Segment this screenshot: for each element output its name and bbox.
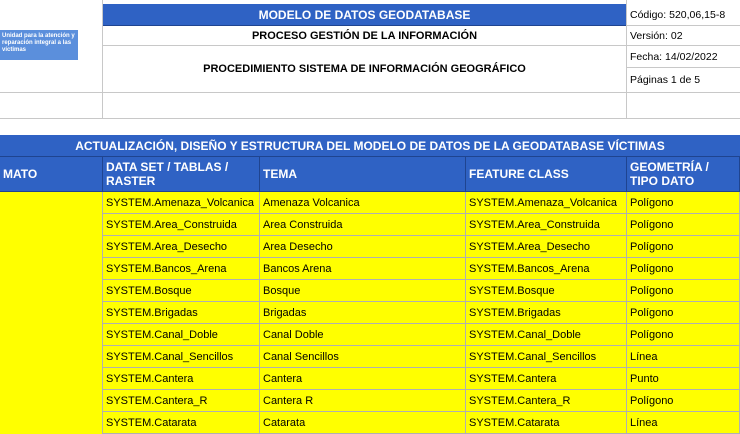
pages-label: Páginas 1 de 5: [630, 74, 701, 86]
table-row: [0, 258, 740, 280]
cell-feature[interactable]: SYSTEM.Amenaza_Volcanica: [466, 192, 627, 214]
cell-dataset[interactable]: SYSTEM.Cantera_R: [103, 390, 260, 412]
cell-dataset[interactable]: SYSTEM.Amenaza_Volcanica: [103, 192, 260, 214]
cell-geometry[interactable]: Línea: [627, 412, 740, 434]
col-header-tema: TEMA: [260, 157, 466, 192]
cell-feature[interactable]: SYSTEM.Bancos_Arena: [466, 258, 627, 280]
divider: [0, 92, 740, 93]
section-title: ACTUALIZACIÓN, DISEÑO Y ESTRUCTURA DEL MODELO DE DATOS DE LA GEODATABASE VÍCTIMAS: [0, 135, 740, 157]
cell-geometry[interactable]: Polígono: [627, 280, 740, 302]
cell-geometry[interactable]: Polígono: [627, 214, 740, 236]
table-row: [0, 390, 740, 412]
table-row: [0, 192, 740, 214]
version-label: Versión: 02: [627, 26, 740, 46]
cell-feature[interactable]: SYSTEM.Canal_Doble: [466, 324, 627, 346]
cell-tema[interactable]: Bancos Arena: [260, 258, 466, 280]
doc-title: MODELO DE DATOS GEODATABASE: [103, 4, 626, 26]
cell-geometry[interactable]: Polígono: [627, 236, 740, 258]
cell-dataset[interactable]: SYSTEM.Area_Desecho: [103, 236, 260, 258]
cell-feature[interactable]: SYSTEM.Brigadas: [466, 302, 627, 324]
cell-feature[interactable]: SYSTEM.Catarata: [466, 412, 627, 434]
cell-tema[interactable]: Catarata: [260, 412, 466, 434]
cell-dataset[interactable]: SYSTEM.Bosque: [103, 280, 260, 302]
cell-geometry[interactable]: Polígono: [627, 192, 740, 214]
cell-tema[interactable]: Canal Doble: [260, 324, 466, 346]
table-row: [0, 346, 740, 368]
cell-geometry[interactable]: Polígono: [627, 390, 740, 412]
cell-tema[interactable]: Area Construida: [260, 214, 466, 236]
cell-dataset[interactable]: SYSTEM.Canal_Sencillos: [103, 346, 260, 368]
cell-tema[interactable]: Cantera: [260, 368, 466, 390]
col-header-dataset: DATA SET / TABLAS / RASTER: [103, 157, 260, 192]
cell-dataset[interactable]: SYSTEM.Catarata: [103, 412, 260, 434]
cell-tema[interactable]: Area Desecho: [260, 236, 466, 258]
col-header-format: MATO: [0, 157, 103, 192]
cell-tema[interactable]: Amenaza Volcanica: [260, 192, 466, 214]
table-row: [0, 214, 740, 236]
cell-geometry[interactable]: Polígono: [627, 324, 740, 346]
process-title: PROCESO GESTIÓN DE LA INFORMACIÓN: [103, 26, 626, 46]
procedure-title: PROCEDIMIENTO SISTEMA DE INFORMACIÓN GEOGRÁFICO: [203, 63, 526, 75]
organization-logo: [0, 30, 78, 60]
cell-geometry[interactable]: Polígono: [627, 258, 740, 280]
cell-feature[interactable]: SYSTEM.Canal_Sencillos: [466, 346, 627, 368]
table-row: [0, 236, 740, 258]
cell-feature[interactable]: SYSTEM.Area_Desecho: [466, 236, 627, 258]
cell-feature[interactable]: SYSTEM.Cantera: [466, 368, 627, 390]
table-row: [0, 324, 740, 346]
cell-feature[interactable]: SYSTEM.Bosque: [466, 280, 627, 302]
cell-feature[interactable]: SYSTEM.Area_Construida: [466, 214, 627, 236]
col-header-feature-class: FEATURE CLASS: [466, 157, 627, 192]
cell-dataset[interactable]: SYSTEM.Cantera: [103, 368, 260, 390]
cell-dataset[interactable]: SYSTEM.Canal_Doble: [103, 324, 260, 346]
cell-dataset[interactable]: SYSTEM.Bancos_Arena: [103, 258, 260, 280]
code-label: Código: 520,06,15-8: [627, 4, 740, 26]
col-header-geometry: GEOMETRÍA / TIPO DATO: [627, 157, 740, 192]
cell-dataset[interactable]: SYSTEM.Brigadas: [103, 302, 260, 324]
cell-dataset[interactable]: SYSTEM.Area_Construida: [103, 214, 260, 236]
cell-tema[interactable]: Cantera R: [260, 390, 466, 412]
table-row: [0, 412, 740, 434]
cell-tema[interactable]: Canal Sencillos: [260, 346, 466, 368]
table-row: [0, 368, 740, 390]
table-row: [0, 302, 740, 324]
cell-geometry[interactable]: Polígono: [627, 302, 740, 324]
divider: [0, 118, 740, 119]
cell-geometry[interactable]: Punto: [627, 368, 740, 390]
cell-feature[interactable]: SYSTEM.Cantera_R: [466, 390, 627, 412]
cell-geometry[interactable]: Línea: [627, 346, 740, 368]
table-row: [0, 280, 740, 302]
cell-tema[interactable]: Bosque: [260, 280, 466, 302]
date-label: Fecha: 14/02/2022: [627, 46, 740, 68]
cell-tema[interactable]: Brigadas: [260, 302, 466, 324]
logo-text: Unidad para la atención y reparación integral a las víctimas: [2, 33, 75, 53]
